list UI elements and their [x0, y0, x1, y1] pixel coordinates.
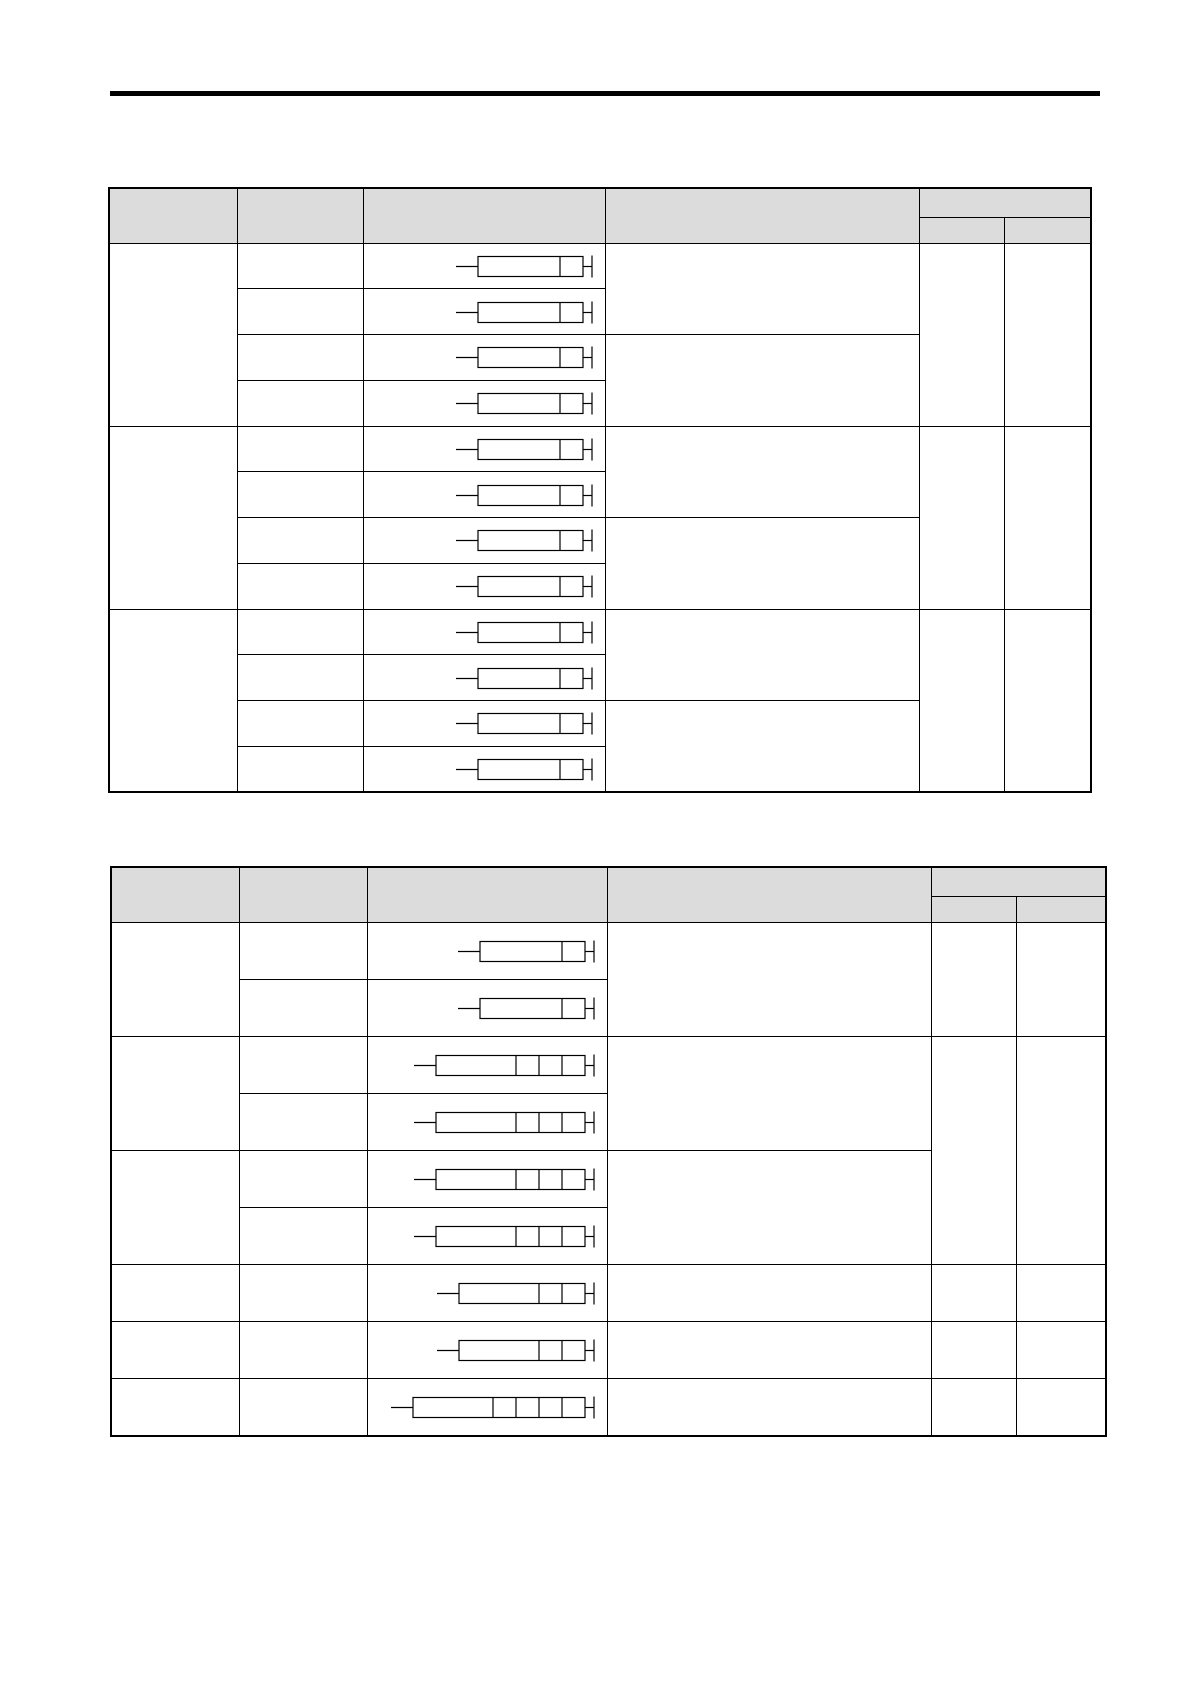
row-label — [237, 655, 363, 701]
description — [605, 335, 919, 427]
instruction-box-group — [456, 255, 592, 277]
ladder-symbol — [364, 564, 606, 608]
row-label — [239, 1036, 367, 1093]
ladder-symbol — [368, 1322, 608, 1378]
row-label — [237, 380, 363, 426]
ladder-symbol-cell — [363, 655, 605, 701]
ladder-symbol-cell — [363, 746, 605, 792]
description — [607, 922, 931, 1036]
row-label — [239, 979, 367, 1036]
ladder-symbol — [368, 923, 608, 979]
ladder-symbol-cell — [367, 1378, 607, 1436]
ladder-symbol-cell — [367, 979, 607, 1036]
instruction-box — [478, 302, 583, 322]
ladder-symbol — [364, 701, 606, 745]
ladder-symbol-cell — [367, 922, 607, 979]
ladder-symbol-cell — [367, 1207, 607, 1264]
steps-b — [1004, 609, 1091, 792]
steps-a — [919, 243, 1004, 426]
steps-a — [931, 1321, 1016, 1378]
header-steps-group — [931, 867, 1106, 896]
header-steps-a — [919, 217, 1004, 243]
instruction-box-group — [456, 667, 592, 689]
row-label — [239, 1378, 367, 1436]
ladder-symbol-cell — [363, 701, 605, 747]
ladder-symbol-cell — [367, 1093, 607, 1150]
instruction-box — [436, 1226, 585, 1246]
row-label — [239, 1264, 367, 1321]
steps-b — [1016, 922, 1106, 1036]
instruction-box — [480, 941, 585, 961]
header-steps-b — [1016, 896, 1106, 922]
row-label — [239, 1207, 367, 1264]
row-label — [239, 1093, 367, 1150]
ladder-symbol — [368, 980, 608, 1036]
description — [605, 426, 919, 518]
ladder-symbol-cell — [363, 518, 605, 564]
instruction-box — [478, 394, 583, 414]
row-label — [237, 289, 363, 335]
header-steps-b — [1004, 217, 1091, 243]
ladder-symbol-cell — [363, 609, 605, 655]
instruction-table-1 — [108, 187, 1092, 793]
instruction-box-group — [458, 997, 594, 1019]
description — [605, 243, 919, 335]
instruction-box-group — [456, 621, 592, 643]
ladder-symbol — [364, 381, 606, 425]
ladder-symbol-cell — [363, 426, 605, 472]
instruction-box-group — [414, 1225, 594, 1247]
ladder-symbol-cell — [363, 472, 605, 518]
ladder-symbol — [368, 1037, 608, 1093]
group-name — [111, 1264, 239, 1321]
row-label — [237, 563, 363, 609]
row-label — [237, 518, 363, 564]
steps-b — [1016, 1264, 1106, 1321]
description — [607, 1264, 931, 1321]
instruction-box — [478, 348, 583, 368]
row-label — [237, 472, 363, 518]
instruction-box — [459, 1340, 585, 1360]
row-label — [237, 426, 363, 472]
instruction-box — [478, 759, 583, 779]
description — [607, 1150, 931, 1264]
instruction-box-group — [414, 1111, 594, 1133]
instruction-box-group — [458, 940, 594, 962]
header-symbol — [363, 188, 605, 243]
instruction-box-group — [414, 1168, 594, 1190]
ladder-symbol — [364, 335, 606, 379]
steps-a — [931, 922, 1016, 1036]
instruction-box-group — [456, 393, 592, 415]
instruction-box — [436, 1055, 585, 1075]
ladder-symbol — [368, 1151, 608, 1207]
row-label — [239, 1321, 367, 1378]
instruction-box-group — [456, 576, 592, 598]
instruction-box-group — [456, 758, 592, 780]
ladder-symbol — [368, 1208, 608, 1264]
group-name — [109, 609, 237, 792]
steps-a — [931, 1036, 1016, 1264]
ladder-symbol — [364, 518, 606, 562]
instruction-box-group — [437, 1282, 594, 1304]
instruction-box-group — [456, 438, 592, 460]
instruction-box-group — [414, 1054, 594, 1076]
header-description — [607, 867, 931, 922]
steps-b — [1016, 1321, 1106, 1378]
header-mnemonic — [239, 867, 367, 922]
instruction-box-group — [456, 347, 592, 369]
instruction-box — [478, 256, 583, 276]
group-name — [111, 1321, 239, 1378]
row-label — [237, 243, 363, 289]
instruction-box — [413, 1397, 585, 1417]
steps-b — [1016, 1378, 1106, 1436]
ladder-symbol-cell — [367, 1264, 607, 1321]
group-name — [111, 1036, 239, 1150]
instruction-box — [478, 668, 583, 688]
steps-a — [919, 426, 1004, 609]
ladder-symbol — [364, 473, 606, 517]
description — [605, 701, 919, 793]
row-label — [237, 746, 363, 792]
steps-b — [1016, 1036, 1106, 1264]
instruction-box-group — [456, 484, 592, 506]
group-name — [109, 243, 237, 426]
ladder-symbol — [368, 1265, 608, 1321]
instruction-box — [436, 1112, 585, 1132]
ladder-symbol — [364, 290, 606, 334]
ladder-symbol-cell — [367, 1321, 607, 1378]
instruction-box-group — [391, 1396, 594, 1418]
header-mnemonic — [237, 188, 363, 243]
instruction-box — [478, 622, 583, 642]
header-steps-group — [919, 188, 1091, 217]
row-label — [237, 609, 363, 655]
row-label — [237, 701, 363, 747]
top-rule — [110, 91, 1100, 96]
instruction-box — [480, 998, 585, 1018]
ladder-symbol-cell — [367, 1150, 607, 1207]
instruction-box — [478, 485, 583, 505]
ladder-symbol-cell — [363, 380, 605, 426]
ladder-symbol — [364, 747, 606, 791]
description — [607, 1036, 931, 1150]
description — [607, 1378, 931, 1436]
header-command — [109, 188, 237, 243]
header-command — [111, 867, 239, 922]
header-steps-a — [931, 896, 1016, 922]
instruction-box-group — [437, 1339, 594, 1361]
instruction-box-group — [456, 530, 592, 552]
group-name — [111, 1150, 239, 1264]
instruction-box — [436, 1169, 585, 1189]
steps-b — [1004, 426, 1091, 609]
ladder-symbol — [364, 427, 606, 471]
group-name — [109, 426, 237, 609]
ladder-symbol-cell — [363, 335, 605, 381]
ladder-symbol-cell — [363, 563, 605, 609]
group-name — [111, 1378, 239, 1436]
ladder-symbol-cell — [367, 1036, 607, 1093]
ladder-symbol — [368, 1094, 608, 1150]
description — [605, 518, 919, 610]
ladder-symbol-cell — [363, 289, 605, 335]
row-label — [239, 922, 367, 979]
ladder-symbol — [368, 1379, 608, 1435]
instruction-box-group — [456, 713, 592, 735]
ladder-symbol — [364, 610, 606, 654]
instruction-box — [478, 531, 583, 551]
instruction-box — [459, 1283, 585, 1303]
group-name — [111, 922, 239, 1036]
instruction-table-2 — [110, 866, 1107, 1437]
steps-a — [931, 1264, 1016, 1321]
steps-b — [1004, 243, 1091, 426]
instruction-box — [478, 577, 583, 597]
instruction-box-group — [456, 301, 592, 323]
description — [607, 1321, 931, 1378]
header-symbol — [367, 867, 607, 922]
steps-a — [919, 609, 1004, 792]
steps-a — [931, 1378, 1016, 1436]
instruction-box — [478, 714, 583, 734]
ladder-symbol — [364, 244, 606, 288]
ladder-symbol — [364, 656, 606, 700]
ladder-symbol-cell — [363, 243, 605, 289]
header-description — [605, 188, 919, 243]
instruction-box — [478, 439, 583, 459]
row-label — [237, 335, 363, 381]
description — [605, 609, 919, 701]
row-label — [239, 1150, 367, 1207]
